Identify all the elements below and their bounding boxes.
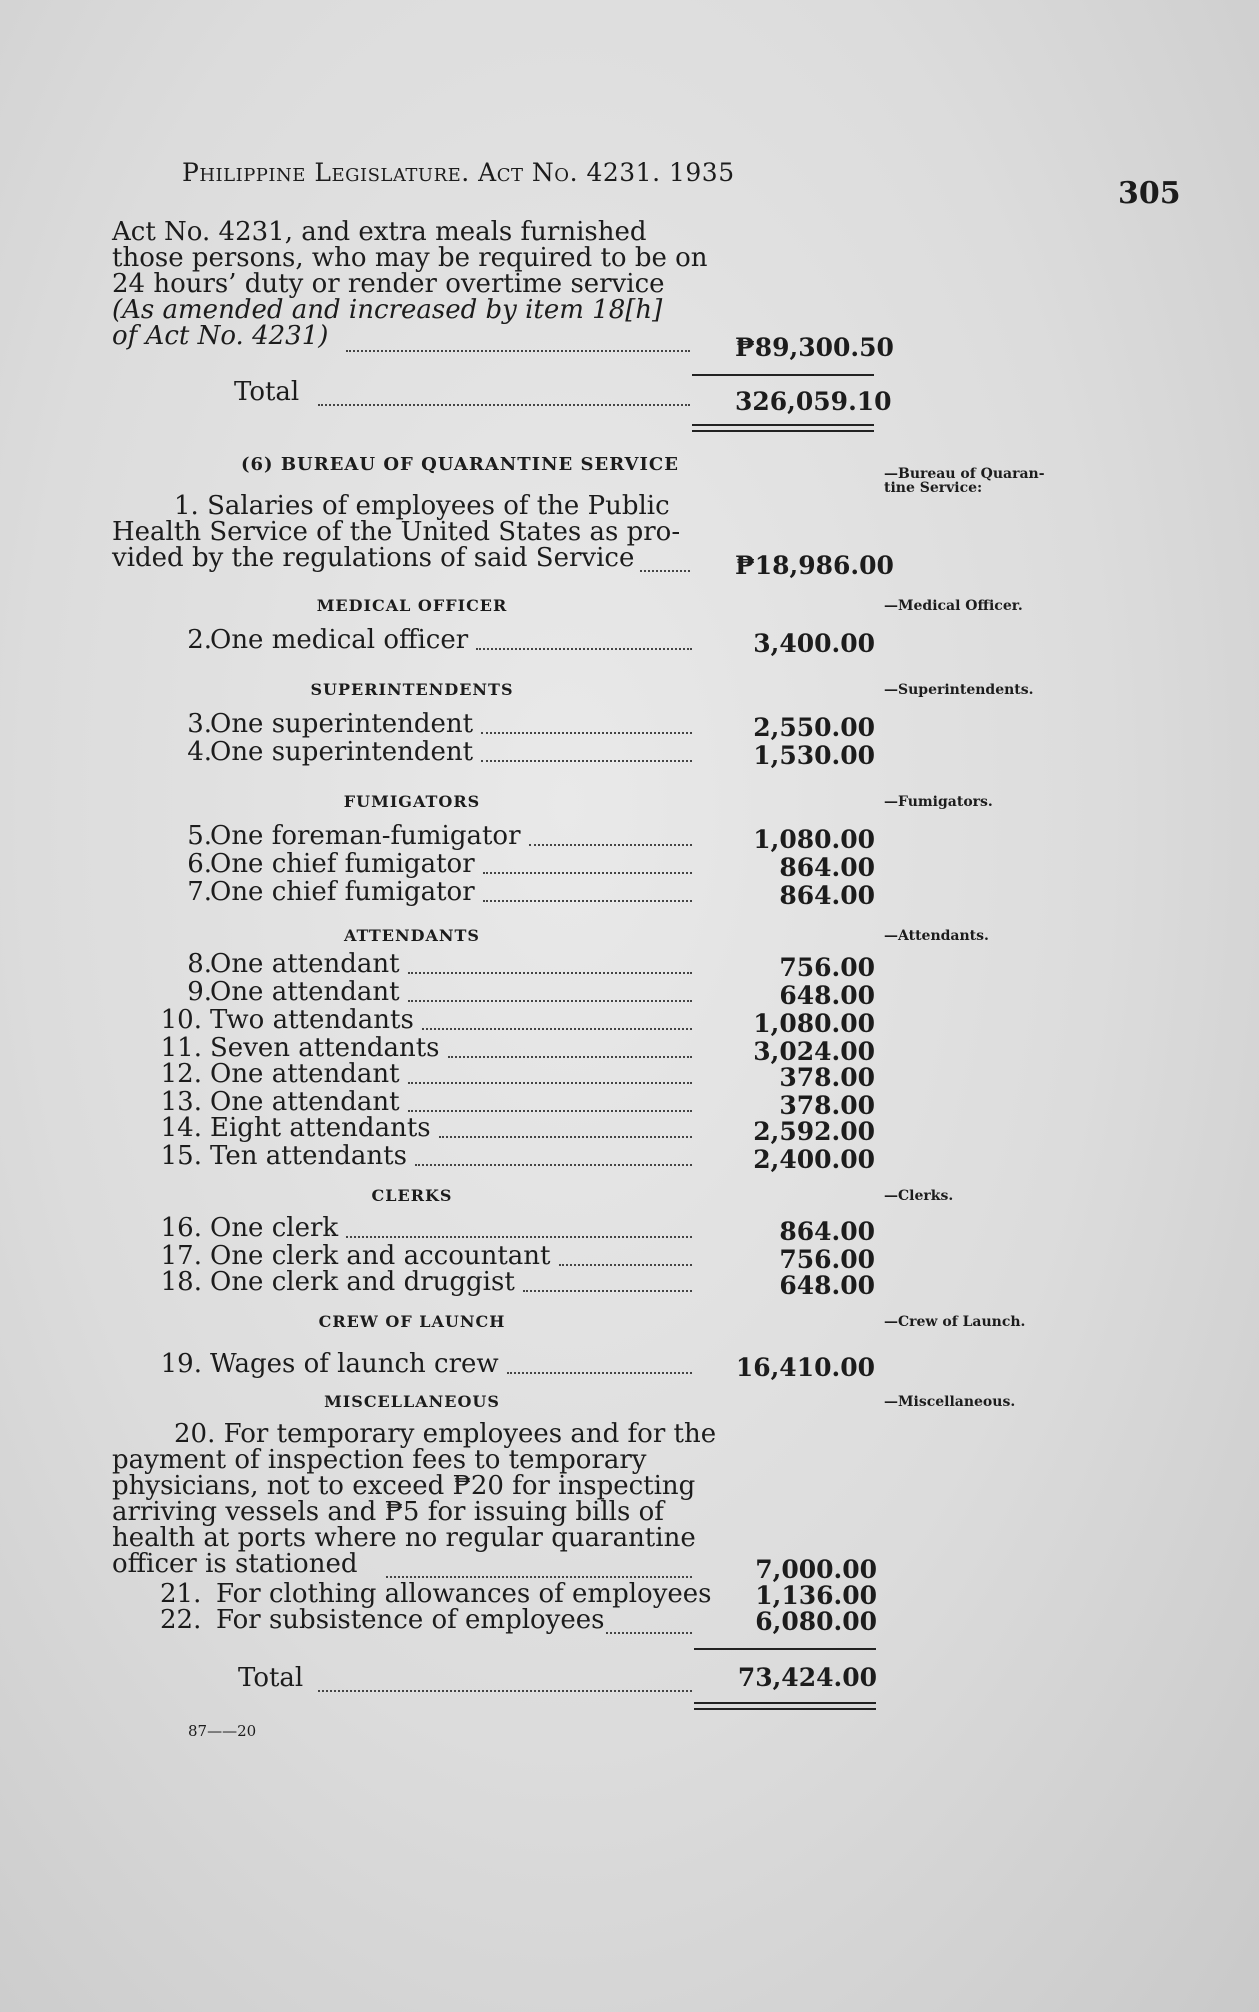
heading-superintendents: SUPERINTENDENTS xyxy=(310,680,514,699)
sidenote-crew: —Crew of Launch. xyxy=(884,1314,1026,1330)
leader-dots xyxy=(606,1632,692,1634)
intro-line-1: Act No. 4231, and extra meals furnished xyxy=(112,217,647,247)
item-label: Wages of launch crew xyxy=(210,1349,499,1379)
heading-medical-officer: MEDICAL OFFICER xyxy=(316,596,508,615)
item1-amount: ₱18,986.00 xyxy=(735,551,894,580)
item-amount: 648.00 xyxy=(779,1271,875,1300)
intro-line-4: (As amended and increased by item 18[h] xyxy=(112,295,663,325)
leader-dots xyxy=(346,350,690,352)
item-number: 5. xyxy=(187,821,212,851)
item-amount: 1,080.00 xyxy=(753,1009,875,1038)
item-label: One foreman-fumigator xyxy=(210,821,521,851)
line-item-row xyxy=(112,877,875,910)
sidenote-superintendents: —Superintendents. xyxy=(884,682,1034,698)
line-item-row xyxy=(112,1349,875,1382)
intro-line-2: those persons, who may be required to be on xyxy=(112,243,708,273)
leader-dots xyxy=(318,404,690,406)
sidenote-fumigators: —Fumigators. xyxy=(884,794,993,810)
section-heading: (6) BUREAU OF QUARANTINE SERVICE xyxy=(241,454,679,475)
final-total-label: Total xyxy=(238,1663,304,1693)
double-rule xyxy=(692,424,874,432)
item-amount: 3,024.00 xyxy=(753,1037,875,1066)
item20-line-2: payment of inspection fees to temporary xyxy=(112,1445,647,1475)
final-total-amount: 73,424.00 xyxy=(737,1663,877,1692)
item1-line-2: Health Service of the United States as pro- xyxy=(112,517,681,547)
item-number: 3. xyxy=(187,709,212,739)
heading-crew: CREW OF LAUNCH xyxy=(318,1312,506,1331)
leader-dots xyxy=(640,570,690,572)
item-number: 6. xyxy=(187,849,212,879)
item-amount: 756.00 xyxy=(779,1245,875,1274)
item-amount: 378.00 xyxy=(779,1063,875,1092)
heading-fumigators: FUMIGATORS xyxy=(343,792,481,811)
line-item-row xyxy=(112,1005,875,1038)
item-number: 8. xyxy=(187,949,212,979)
item22-label: For subsistence of employees xyxy=(216,1605,605,1635)
item-amount: 648.00 xyxy=(779,981,875,1010)
item-label: One chief fumigator xyxy=(210,877,475,907)
item-amount: 864.00 xyxy=(779,1217,875,1246)
item-label: Ten attendants xyxy=(210,1141,407,1171)
item21-amount: 1,136.00 xyxy=(755,1581,877,1610)
sidenote-attendants: —Attendants. xyxy=(884,928,989,944)
item-amount: 1,530.00 xyxy=(753,741,875,770)
item20-line-3: physicians, not to exceed ₱20 for inspecting xyxy=(112,1471,696,1501)
item-number: 11. xyxy=(160,1033,202,1063)
item20-line-1: 20. For temporary employees and for the xyxy=(174,1419,717,1449)
item-number: 7. xyxy=(187,877,212,907)
item-number: 10. xyxy=(160,1005,202,1035)
leader-dots xyxy=(559,1264,692,1266)
item-amount: 16,410.00 xyxy=(735,1353,875,1382)
leader-dots xyxy=(318,1690,692,1692)
line-item-row xyxy=(112,977,875,1010)
item-amount: 864.00 xyxy=(779,881,875,910)
leader-dots xyxy=(507,1372,692,1374)
item-amount: 864.00 xyxy=(779,853,875,882)
item20-amount: 7,000.00 xyxy=(755,1555,877,1584)
heading-misc: MISCELLANEOUS xyxy=(324,1392,500,1411)
line-item-row xyxy=(112,625,875,658)
item-label: One attendant xyxy=(210,1059,400,1089)
item1-line-3: vided by the regulations of said Service xyxy=(112,543,635,573)
item21-label: For clothing allowances of employees xyxy=(216,1579,712,1609)
line-item-row xyxy=(112,1241,875,1274)
item-label: One clerk and accountant xyxy=(210,1241,551,1271)
item-amount: 2,400.00 xyxy=(753,1145,875,1174)
heading-attendants: ATTENDANTS xyxy=(344,926,480,945)
item-amount: 378.00 xyxy=(779,1091,875,1120)
double-rule xyxy=(694,1702,876,1710)
item22-num: 22. xyxy=(160,1605,202,1635)
item-label: One attendant xyxy=(210,1087,400,1117)
item1-line-1: 1. Salaries of employees of the Public xyxy=(174,491,670,521)
intro-line-5: of Act No. 4231) xyxy=(112,321,329,351)
leader-dots xyxy=(346,1236,692,1238)
item-label: One medical officer xyxy=(210,625,469,655)
page-number: 305 xyxy=(1118,176,1181,211)
item-number: 12. xyxy=(160,1059,202,1089)
leader-dots xyxy=(415,1164,692,1166)
item20-line-4: arriving vessels and ₱5 for issuing bills of xyxy=(112,1497,664,1527)
leader-dots xyxy=(422,1028,692,1030)
item-label: One clerk xyxy=(210,1213,339,1243)
leader-dots xyxy=(386,1576,692,1578)
line-item-row xyxy=(112,1141,875,1174)
item-number: 14. xyxy=(160,1113,202,1143)
line-item-row xyxy=(112,737,875,770)
item-number: 15. xyxy=(160,1141,202,1171)
item20-line-5: health at ports where no regular quarantine xyxy=(112,1523,696,1553)
line-item-row xyxy=(112,849,875,882)
line-item-row xyxy=(112,821,875,854)
item-label: One attendant xyxy=(210,949,400,979)
item-number: 18. xyxy=(160,1267,202,1297)
line-item-row xyxy=(112,1213,875,1246)
sidenote-medical-officer: —Medical Officer. xyxy=(884,598,1023,614)
line-item-row xyxy=(112,1059,875,1092)
sidenote-clerks: —Clerks. xyxy=(884,1188,954,1204)
line-item-row xyxy=(112,1267,875,1300)
running-head: Philippine Legislature. Act No. 4231. 1935 xyxy=(182,158,735,187)
leader-dots xyxy=(523,1290,692,1292)
item-label: Eight attendants xyxy=(210,1113,431,1143)
leader-dots xyxy=(439,1136,692,1138)
sum-rule xyxy=(694,1648,876,1650)
line-item-row xyxy=(112,949,875,982)
item-label: One chief fumigator xyxy=(210,849,475,879)
leader-dots xyxy=(529,844,692,846)
item21-num: 21. xyxy=(160,1579,202,1609)
total-label: Total xyxy=(234,377,300,407)
leader-dots xyxy=(408,972,692,974)
item20-line-6: officer is stationed xyxy=(112,1549,358,1579)
sum-rule xyxy=(692,374,874,376)
item-label: Seven attendants xyxy=(210,1033,440,1063)
leader-dots xyxy=(481,732,692,734)
leader-dots xyxy=(408,1082,692,1084)
item-number: 2. xyxy=(187,625,212,655)
item-amount: 3,400.00 xyxy=(753,629,875,658)
item-label: One superintendent xyxy=(210,737,474,767)
leader-dots xyxy=(408,1110,692,1112)
item-amount: 1,080.00 xyxy=(753,825,875,854)
item-label: One clerk and druggist xyxy=(210,1267,515,1297)
sidenote-misc: —Miscellaneous. xyxy=(884,1394,1016,1410)
item-amount: 756.00 xyxy=(779,953,875,982)
leader-dots xyxy=(483,900,692,902)
intro-amount: ₱89,300.50 xyxy=(735,333,894,362)
sidenote-bureau-1: —Bureau of Quaran- xyxy=(884,466,1045,482)
item-label: Two attendants xyxy=(210,1005,414,1035)
item-amount: 2,592.00 xyxy=(753,1117,875,1146)
line-item-row xyxy=(112,1087,875,1120)
leader-dots xyxy=(476,648,692,650)
sidenote-bureau-2: tine Service: xyxy=(884,480,983,496)
line-item-row xyxy=(112,1113,875,1146)
item-amount: 2,550.00 xyxy=(753,713,875,742)
leader-dots xyxy=(483,872,692,874)
item22-amount: 6,080.00 xyxy=(755,1607,877,1636)
line-item-row xyxy=(112,709,875,742)
item-number: 13. xyxy=(160,1087,202,1117)
line-item-row xyxy=(112,1033,875,1066)
total-prev-amount: 326,059.10 xyxy=(735,387,892,416)
item-number: 9. xyxy=(187,977,212,1007)
item-number: 4. xyxy=(187,737,212,767)
intro-line-3: 24 hours’ duty or render overtime service xyxy=(112,269,665,299)
item-label: One superintendent xyxy=(210,709,474,739)
item-number: 17. xyxy=(160,1241,202,1271)
item-number: 19. xyxy=(160,1349,202,1379)
heading-clerks: CLERKS xyxy=(371,1186,453,1205)
leader-dots xyxy=(408,1000,692,1002)
signature-mark: 87——20 xyxy=(188,1722,257,1740)
item-label: One attendant xyxy=(210,977,400,1007)
leader-dots xyxy=(448,1056,692,1058)
leader-dots xyxy=(481,760,692,762)
item-number: 16. xyxy=(160,1213,202,1243)
